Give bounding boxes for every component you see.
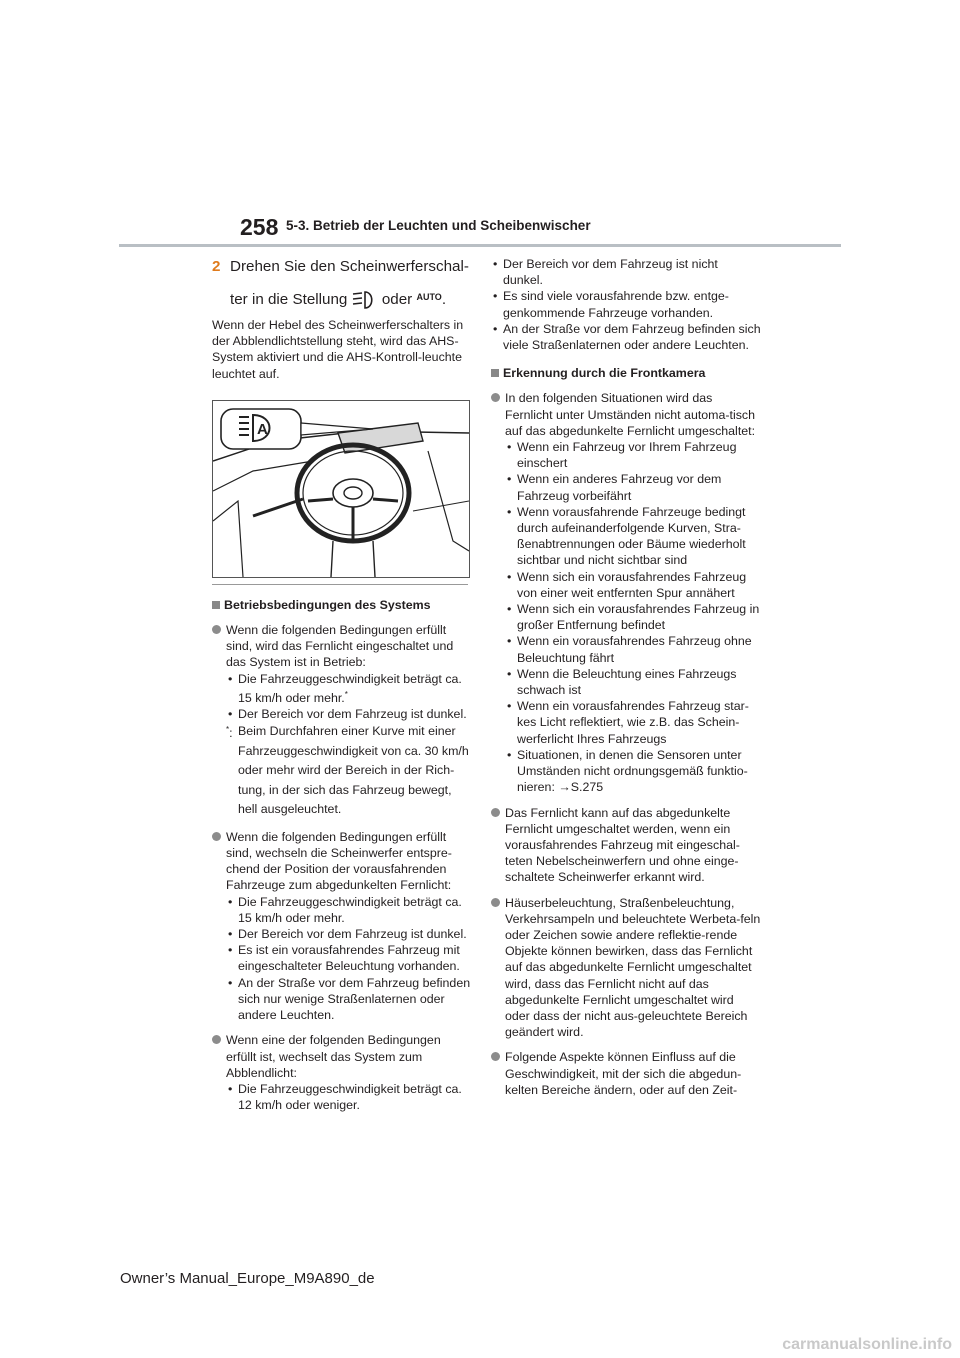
step-line1: Drehen Sie den Scheinwerferschal-	[230, 258, 469, 275]
section-title: 5-3. Betrieb der Leuchten und Scheibenwischer	[286, 218, 591, 233]
list-item: • Der Bereich vor dem Fahrzeug ist dunkel.	[228, 927, 467, 942]
left-column	[212, 256, 474, 1113]
circle-bullet-icon	[491, 1052, 500, 1061]
list-item: • Es ist ein vorausfahrendes Fahrzeug mit eingeschalteter Beleuchtung vorhanden.	[228, 943, 460, 974]
header-rule	[119, 244, 841, 247]
list-item: • Wenn sich ein vorausfahrendes Fahrzeug von einer weit entfernten Spur annähert	[507, 569, 747, 600]
dashboard-figure	[212, 400, 470, 578]
circle-bullet-icon	[212, 625, 221, 634]
list-item: Häuserbeleuchtung, Straßenbeleuchtung, Verkehrsampeln und beleuchtete Werbeta-feln oder Zeichen sowie andere reflektie-rende Objekte können bewirken, dass das Fernlicht auf das abgedunkelte Fernlicht umgeschaltet wird, dass das Fernlicht nicht auf das abgedunkelte Fernlicht umgeschaltet wird oder dass der nicht aus-geleuchtete Bereich geändert wird.	[491, 895, 761, 1041]
section-heading-conditions: Betriebsbedingungen des Systems	[212, 597, 474, 613]
list-item: • Der Bereich vor dem Fahrzeug ist nicht dunkel.	[493, 257, 718, 288]
footer-text: Owner’s Manual_Europe_M9A890_de	[120, 1270, 375, 1287]
list-item: • Die Fahrzeuggeschwindigkeit beträgt ca. 15 km/h oder mehr.	[228, 894, 462, 925]
figure-label-a: A	[257, 420, 268, 438]
footnote: *: Beim Durchfahren einer Kurve mit einer Fahrzeuggeschwindigkeit von ca. 30 km/h oder mehr wird der Bereich in der Rich-tung, in der sich das Fahrzeug bewegt, hell ausgeleuchtet.	[226, 724, 469, 817]
ahs-headlight-icon	[352, 290, 378, 310]
list-item: • Wenn sich ein vorausfahrendes Fahrzeug in großer Entfernung befindet	[507, 602, 760, 633]
right-column	[491, 256, 761, 1098]
step-line2-mid: oder	[381, 291, 413, 308]
list-item: • Die Fahrzeuggeschwindigkeit beträgt ca. 12 km/h oder weniger.	[228, 1081, 462, 1113]
list-item: • Situationen, in denen die Sensoren unter Umständen nicht ordnungsgemäß funktio-nieren: →S.275	[507, 747, 748, 795]
list-item: Wenn die folgenden Bedingungen erfüllt sind, wechseln die Scheinwerfer entspre-chend der Position der vorausfahrenden Fahrzeuge zum abgedunkelten Fernlicht: • Die Fahrzeuggeschwindigkeit beträgt ca. 15 km/h oder mehr. • Der Bereich vor dem Fahrzeug ist dunkel. • Es ist ein vorausfahrendes Fahrzeug mit eingeschalteter Beleuchtung vorhanden. • An der Straße vor dem Fahrzeug befinden sich nur wenige Straßenlaternen oder andere Leuchten.	[212, 829, 474, 1023]
intro-text: Wenn der Hebel des Scheinwerferschalters in der Abblendlichtstellung steht, wird das AHS-System aktiviert und die AHS-Kontroll-leuchte leuchtet auf.	[212, 318, 464, 381]
list-item: Wenn die folgenden Bedingungen erfüllt sind, wird das Fernlicht eingeschaltet und das System ist in Betrieb: • Die Fahrzeuggeschwindigkeit beträgt ca. 15 km/h oder mehr.* • Der Bereich vor dem Fahrzeug ist dunkel. *: Beim Durchfahren einer Kurve mit einer Fahrzeuggeschwindigkeit von ca. 30 km/h oder mehr wird der Bereich in der Rich-tung, in der sich das Fahrzeug bewegt, hell ausgeleuchtet.	[212, 622, 474, 820]
list-item: Folgende Aspekte können Einfluss auf die Geschwindigkeit, mit der sich die abgedun-kelten Bereiche ändern, oder auf den Zeit-	[491, 1049, 761, 1098]
list-item: • Der Bereich vor dem Fahrzeug ist dunkel.	[228, 707, 467, 722]
page-reference-link[interactable]: →S.275	[558, 780, 604, 795]
steering-wheel-illustration	[213, 401, 469, 577]
list-item: • Wenn ein Fahrzeug vor Ihrem Fahrzeug einschert	[507, 440, 737, 471]
list-item: Wenn eine der folgenden Bedingungen erfüllt ist, wechselt das System zum Abblendlicht: • Die Fahrzeuggeschwindigkeit beträgt ca. 12 km/h oder weniger.	[212, 1032, 474, 1113]
list-item: • Es sind viele vorausfahrende bzw. entge-genkommende Fahrzeuge vorhanden.	[493, 289, 729, 320]
step-line2-post: .	[441, 291, 447, 308]
figure-rule	[212, 584, 468, 585]
square-bullet-icon	[491, 369, 499, 377]
step-number: 2	[212, 258, 221, 275]
footnote-mark: *	[344, 689, 348, 699]
list-item: • An der Straße vor dem Fahrzeug befinden sich nur wenige Straßenlaternen oder andere Leuchten.	[228, 975, 471, 1023]
list-item: • Wenn vorausfahrende Fahrzeuge bedingt durch aufeinanderfolgende Kurven, Stra-ßenabtrennungen oder Bäume wiederholt sichtbar und nicht sichtbar sind	[507, 504, 746, 568]
page-number: 258	[240, 214, 279, 240]
step-2	[212, 256, 474, 311]
circle-bullet-icon	[491, 393, 500, 402]
watermark-text: carmanualsonline.info	[782, 1336, 952, 1353]
list-item: In den folgenden Situationen wird das Fernlicht unter Umständen nicht automa-tisch auf das abgedunkelte Fernlicht umgeschaltet: • Wenn ein Fahrzeug vor Ihrem Fahrzeug einschert • Wenn ein anderes Fahrzeug vor dem Fahrzeug vorbeifährt • Wenn vorausfahrende Fahrzeuge bedingt durch aufeinanderfolgende Kurven, Stra-ßenabtrennungen oder Bäume wiederholt sichtbar und nicht sichtbar sind • Wenn sich ein vorausfahrendes Fahrzeug von einer weit entfernten Spur annähert • Wenn sich ein vorausfahrendes Fahrzeug in großer Entfernung befindet • Wenn ein vorausfahrendes Fahrzeug ohne Beleuchtung fährt • Wenn die Beleuchtung eines Fahrzeugs schwach ist • Wenn ein vorausfahrendes Fahrzeug star-kes Licht reflektiert, wie z.B. das Schein-werferlicht Ihres Fahrzeugs • Situationen, in denen die Sensoren unter Umständen nicht ordnungsgemäß funktio-nieren: →S.275	[491, 390, 761, 795]
list-item: • Wenn ein vorausfahrendes Fahrzeug star-kes Licht reflektiert, wie z.B. das Schein-werferlicht Ihres Fahrzeugs	[507, 699, 749, 746]
circle-bullet-icon	[212, 1035, 221, 1044]
list-item: • Die Fahrzeuggeschwindigkeit beträgt ca. 15 km/h oder mehr.*	[228, 671, 462, 705]
circle-bullet-icon	[491, 808, 500, 817]
list-item: • Wenn ein anderes Fahrzeug vor dem Fahrzeug vorbeifährt	[507, 472, 722, 503]
list-item: • An der Straße vor dem Fahrzeug befinden sich viele Straßenlaternen oder andere Leuchten.	[493, 321, 761, 353]
circle-bullet-icon	[212, 832, 221, 841]
square-bullet-icon	[212, 601, 220, 609]
list-item: Das Fernlicht kann auf das abgedunkelte Fernlicht umgeschaltet werden, wenn ein vorausfahrendes Fahrzeug mit eingeschal-teten Nebelscheinwerfern und ohne einge-schaltete Scheinwerfer erkannt wird.	[491, 805, 761, 886]
circle-bullet-icon	[491, 898, 500, 907]
section-heading-camera: Erkennung durch die Frontkamera	[491, 365, 761, 381]
step-line2-pre: ter in die Stellung	[230, 291, 348, 308]
step-line2	[230, 286, 474, 311]
list-item: • Wenn ein vorausfahrendes Fahrzeug ohne Beleuchtung fährt	[507, 634, 752, 665]
auto-icon: AUTO	[416, 292, 442, 302]
list-item: • Wenn die Beleuchtung eines Fahrzeugs schwach ist	[507, 666, 737, 698]
